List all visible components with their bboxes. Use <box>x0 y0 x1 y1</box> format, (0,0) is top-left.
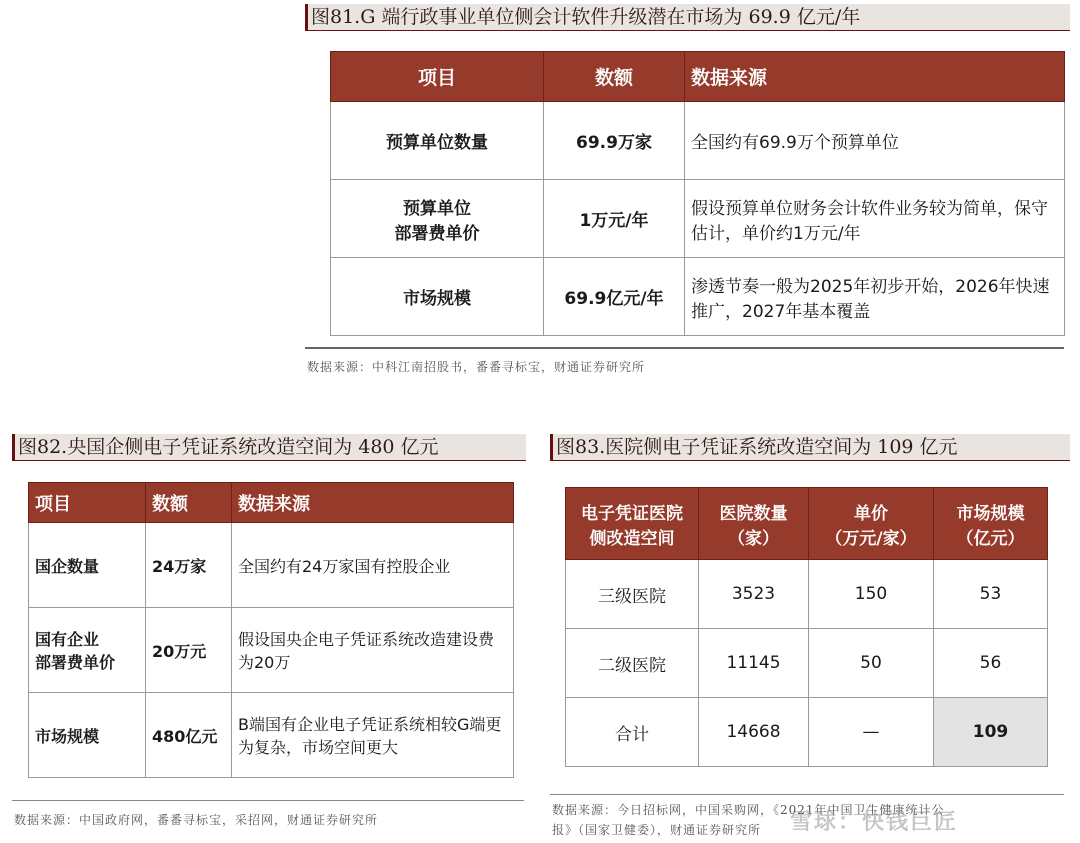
table-row <box>29 693 514 778</box>
fig83-name: 合计 <box>566 698 699 767</box>
fig83-price: — <box>809 698 934 767</box>
fig83-price: 150 <box>809 560 934 629</box>
fig81-amount: 69.9亿元/年 <box>544 258 685 336</box>
fig82-title: 图82.央国企侧电子凭证系统改造空间为 480 亿元 <box>12 434 526 461</box>
fig82-item-line1: 国有企业 <box>35 630 100 649</box>
fig82-source: B端国有企业电子凭证系统相较G端更为复杂，市场空间更大 <box>232 693 514 778</box>
fig83-header-type <box>566 488 699 560</box>
watermark: 雪球：快钱巨匠 <box>790 810 959 835</box>
fig81-source: 假设预算单位财务会计软件业务较为简单，保守估计，单价约1万元/年 <box>685 180 1065 258</box>
fig83-name: 二级医院 <box>566 629 699 698</box>
fig81-header-amount: 数额 <box>544 52 685 102</box>
fig83-name: 三级医院 <box>566 560 699 629</box>
fig83-price: 50 <box>809 629 934 698</box>
fig83-header-count-l2: （家） <box>728 528 779 549</box>
fig82-source: 假设国央企电子凭证系统改造建设费为20万 <box>232 608 514 693</box>
fig82-header-source: 数据来源 <box>232 483 514 523</box>
fig81-item-line2: 部署费单价 <box>394 223 480 244</box>
fig83-count: 3523 <box>699 560 809 629</box>
fig83-header-count <box>699 488 809 560</box>
fig81-item-line1: 预算单位 <box>403 198 471 219</box>
fig83-header-count-l1: 医院数量 <box>719 503 788 524</box>
fig83-header-price-l1: 单价 <box>854 503 888 524</box>
fig82-amount: 24万家 <box>146 523 232 608</box>
table-row <box>566 629 1048 698</box>
fig82-divider <box>12 800 524 801</box>
fig82-item: 国企数量 <box>29 523 146 608</box>
fig81-header-row <box>331 52 1065 102</box>
fig83-header-type-l2: 侧改造空间 <box>589 528 675 549</box>
fig82-header-item: 项目 <box>29 483 146 523</box>
fig83-market: 53 <box>934 560 1048 629</box>
fig81-header-item: 项目 <box>331 52 544 102</box>
fig82-amount: 20万元 <box>146 608 232 693</box>
fig83-source-note-line2: 报》（国家卫健委），财通证券研究所 <box>552 823 762 837</box>
table-row <box>29 608 514 693</box>
fig83-count: 11145 <box>699 629 809 698</box>
fig83-market: 56 <box>934 629 1048 698</box>
fig81-amount: 69.9万家 <box>544 102 685 180</box>
table-row <box>29 523 514 608</box>
table-row <box>566 560 1048 629</box>
fig82-amount: 480亿元 <box>146 693 232 778</box>
fig82-header-row <box>29 483 514 523</box>
fig82-item-line2: 部署费单价 <box>35 653 116 672</box>
fig81-title: 图81.G 端行政事业单位侧会计软件升级潜在市场为 69.9 亿元/年 <box>305 4 1070 31</box>
fig81-item: 预算单位数量 <box>331 102 544 180</box>
fig83-header-price <box>809 488 934 560</box>
fig81-source-note: 数据来源：中科江南招股书，番番寻标宝，财通证券研究所 <box>307 360 646 374</box>
fig83-header-market <box>934 488 1048 560</box>
fig82-item: 市场规模 <box>29 693 146 778</box>
table-row <box>331 180 1065 258</box>
fig82-source-note: 数据来源：中国政府网，番番寻标宝，采招网，财通证券研究所 <box>14 813 379 827</box>
fig81-source: 渗透节奏一般为2025年初步开始，2026年快速推广，2027年基本覆盖 <box>685 258 1065 336</box>
fig81-item: 市场规模 <box>331 258 544 336</box>
fig83-title: 图83.医院侧电子凭证系统改造空间为 109 亿元 <box>550 434 1070 461</box>
fig82-table <box>28 482 514 778</box>
fig83-source-note-line1: 数据来源：今日招标网，中国采购网，《2021年中国卫生健康统计公 <box>552 803 945 817</box>
fig81-source: 全国约有69.9万个预算单位 <box>685 102 1065 180</box>
fig83-divider <box>550 794 1064 795</box>
fig83-header-row <box>566 488 1048 560</box>
fig83-header-market-l2: （亿元） <box>956 528 1025 549</box>
table-row <box>331 258 1065 336</box>
fig81-divider <box>305 347 1064 349</box>
fig81-table <box>330 51 1065 336</box>
table-row <box>331 102 1065 180</box>
table-row <box>566 698 1048 767</box>
fig83-count: 14668 <box>699 698 809 767</box>
fig83-header-type-l1: 电子凭证医院 <box>581 503 683 524</box>
fig81-header-source: 数据来源 <box>685 52 1065 102</box>
fig82-source: 全国约有24万家国有控股企业 <box>232 523 514 608</box>
fig81-item <box>331 180 544 258</box>
fig83-header-market-l1: 市场规模 <box>956 503 1025 524</box>
fig82-item <box>29 608 146 693</box>
fig83-market-total: 109 <box>934 698 1048 767</box>
fig83-header-price-l2: （万元/家） <box>825 528 917 549</box>
fig83-table <box>565 487 1048 767</box>
fig82-header-amount: 数额 <box>146 483 232 523</box>
fig81-amount: 1万元/年 <box>544 180 685 258</box>
